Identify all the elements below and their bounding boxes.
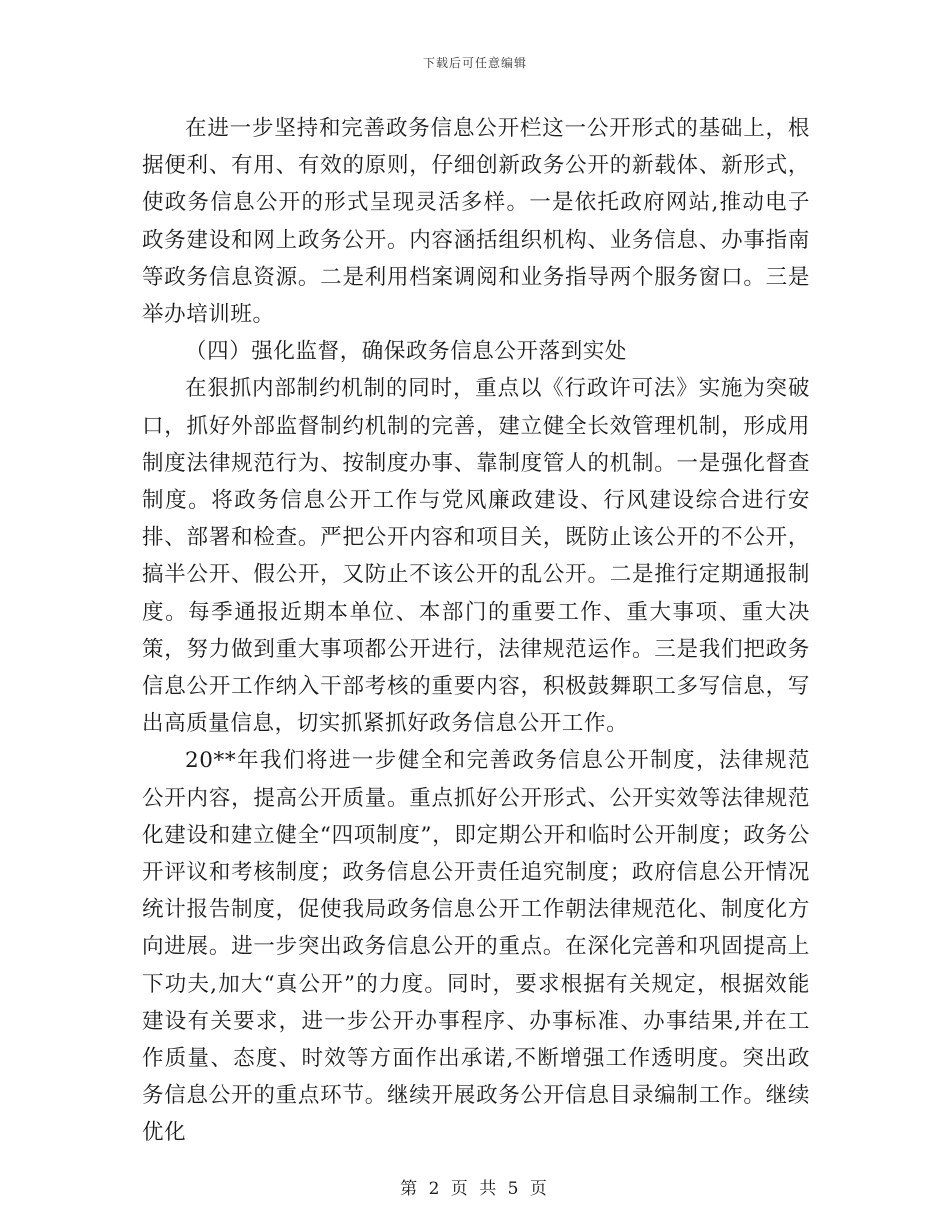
page-header-note: 下载后可任意编辑 [422,56,527,70]
section-heading-supervision: （四）强化监督，确保政务信息公开落到实处 [185,339,628,365]
paragraph-publicity-forms: 在进一步坚持和完善政务信息公开栏这一公开形式的基础上，根据便利、有用、有效的原则，仔细创新政务公开的新载体、新形式，使政务信息公开的形式呈现灵活多样。一是依托政府网站,推动电子政务建设和网上政务公开。内容涵括组织机构、业务信息、办事指南等政务信息资源。二是利用档案调阅和业务指导两个服务窗口。三是举办培训班。 [142,116,810,328]
paragraph-future-plan: 20**年我们将进一步健全和完善政务信息公开制度，法律规范公开内容，提高公开质量。重点抓好公开形式、公开实效等法律规范化建设和建立健全“四项制度”，即定期公开和临时公开制度；政务公开评议和考核制度；政务信息公开责任追究制度；政府信息公开情况统计报告制度，促使我局政务信息公开工作朝法律规范化、制度化方向进展。进一步突出政务信息公开的重点。在深化完善和巩固提高上下功夫,加大“真公开”的力度。同时，要求根据有关规定，根据效能建设有关要求，进一步公开办事程序、办事标准、办事结果,并在工作质量、态度、时效等方面作出承诺,不断增强工作透明度。突出政务信息公开的重点环节。继续开展政务公开信息目录编制工作。继续优化 [142,748,810,1146]
paragraph-supervision-mechanism: 在狠抓内部制约机制的同时，重点以《行政许可法》实施为突破口，抓好外部监督制约机制的完善，建立健全长效管理机制，形成用制度法律规范行为、按制度办事、靠制度管人的机制。一是强化督查制度。将政务信息公开工作与党风廉政建设、行风建设综合进行安排、部署和检查。严把公开内容和项目关，既防止该公开的不公开，搞半公开、假公开，又防止不该公开的乱公开。二是推行定期通报制度。每季通报近期本单位、本部门的重要工作、重大事项、重大决策，努力做到重大事项都公开进行，法律规范运作。三是我们把政务信息公开工作纳入干部考核的重要内容，积极鼓舞职工多写信息，写出高质量信息，切实抓紧抓好政务信息公开工作。 [142,376,810,737]
page-number: 第 2 页 共 5 页 [400,1179,550,1199]
document-body [142,110,810,1152]
